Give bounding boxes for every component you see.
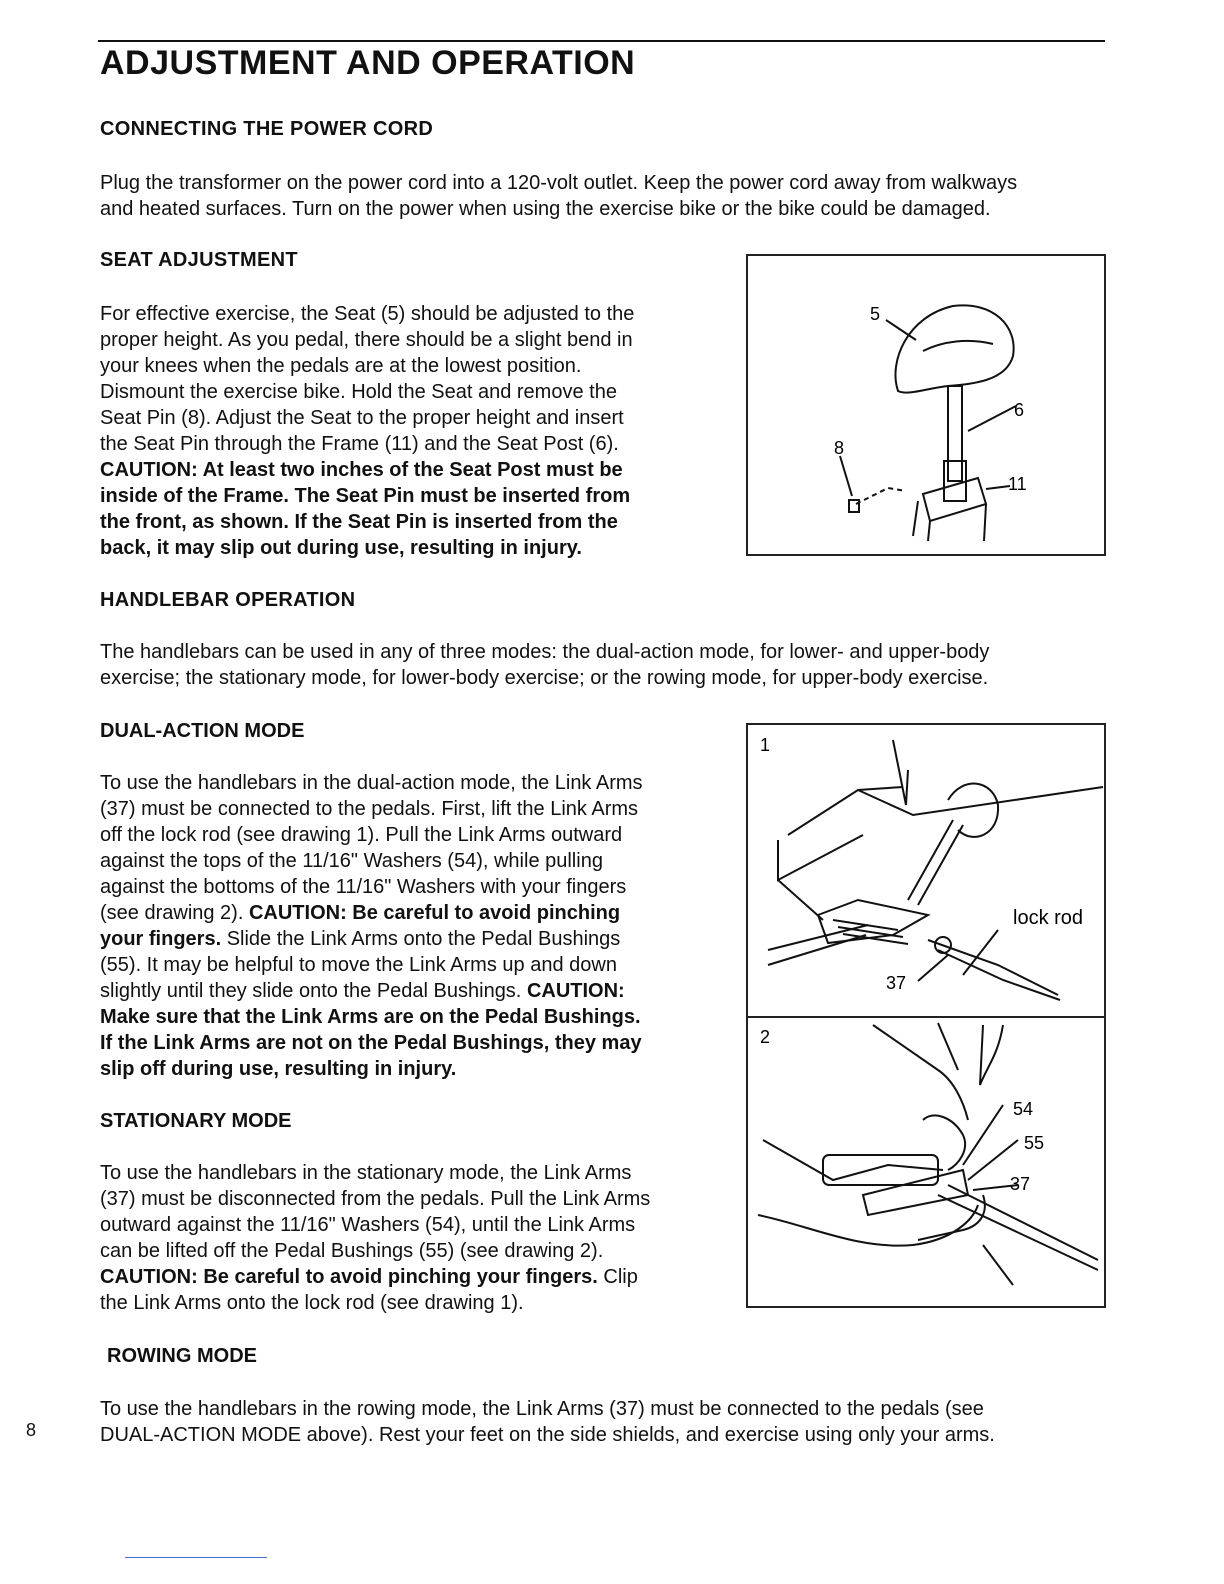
seat-illustration — [748, 256, 1104, 554]
seat-caution-line: the front, as shown. If the Seat Pin is inserted from the — [100, 511, 618, 533]
dual-action-caution-line: If the Link Arms are not on the Pedal Bushings, they may — [100, 1032, 642, 1054]
stationary-heading: STATIONARY MODE — [100, 1110, 292, 1132]
page-number: 8 — [26, 1420, 37, 1440]
dual-action-line: slightly until they slide onto the Pedal Bushings. CAUTION: — [100, 980, 625, 1002]
dual-action-line: (see drawing 2). CAUTION: Be careful to avoid pinching — [100, 902, 621, 924]
washer-callout: 54 — [1013, 1099, 1034, 1119]
dual-action-caution-line: slip off during use, resulting in injury. — [100, 1058, 457, 1080]
stationary-line: the Link Arms onto the lock rod (see drawing 1). — [100, 1292, 524, 1314]
lock-rod-callout: lock rod — [1013, 907, 1084, 929]
seat-line: Seat Pin (8). Adjust the Seat to the proper height and insert — [100, 407, 624, 429]
footer-rule — [125, 1557, 267, 1558]
handlebar-heading: HANDLEBAR OPERATION — [100, 589, 356, 611]
rowing-line: DUAL-ACTION MODE above). Rest your feet on the side shields, and exercise using only your arms. — [100, 1424, 995, 1446]
handlebar-line: exercise; the stationary mode, for lower-body exercise; or the rowing mode, for upper-body exercise. — [100, 667, 989, 689]
seat-line: For effective exercise, the Seat (5) should be adjusted to the — [100, 303, 635, 325]
dual-action-line: against the tops of the 11/16" Washers (54), while pulling — [100, 850, 603, 872]
seat-caution-line: back, it may slip out during use, resulting in injury. — [100, 537, 582, 559]
drawing-1-art — [768, 740, 1103, 1000]
dual-action-line: against the bottoms of the 11/16" Washers with your fingers — [100, 876, 627, 898]
page-title: ADJUSTMENT AND OPERATION — [100, 44, 636, 82]
dual-action-heading: DUAL-ACTION MODE — [100, 720, 305, 742]
seat-callout: 5 — [870, 304, 881, 324]
dual-action-line: your fingers. Slide the Link Arms onto the Pedal Bushings — [100, 928, 621, 950]
drawing-2-number: 2 — [760, 1027, 771, 1047]
seat-line: proper height. As you pedal, there should be a slight bend in — [100, 329, 633, 351]
seat-heading: SEAT ADJUSTMENT — [100, 249, 298, 271]
rowing-line: To use the handlebars in the rowing mode, the Link Arms (37) must be connected to the pedals (see — [100, 1398, 984, 1420]
stationary-line: (37) must be disconnected from the pedals. Pull the Link Arms — [100, 1188, 651, 1210]
drawing-2-art — [758, 1023, 1098, 1285]
dual-action-line: off the lock rod (see drawing 1). Pull the Link Arms outward — [100, 824, 623, 846]
dual-action-line: (55). It may be helpful to move the Link Arms up and down — [100, 954, 617, 976]
drawing-1-number: 1 — [760, 735, 771, 755]
frame-callout: 11 — [1008, 474, 1027, 494]
power-cord-line: Plug the transformer on the power cord into a 120-volt outlet. Keep the power cord away from walkways — [100, 172, 1018, 194]
handlebar-line: The handlebars can be used in any of three modes: the dual-action mode, for lower- and upper-body — [100, 641, 990, 663]
rowing-heading: ROWING MODE — [107, 1345, 257, 1367]
power-cord-line: and heated surfaces. Turn on the power when using the exercise bike or the bike could be damaged. — [100, 198, 991, 220]
bushing-callout: 55 — [1024, 1133, 1045, 1153]
handlebar-illustration — [748, 725, 1104, 1306]
seat-line: your knees when the pedals are at the lowest position. — [100, 355, 582, 377]
dual-action-line: To use the handlebars in the dual-action mode, the Link Arms — [100, 772, 643, 794]
power-cord-heading: CONNECTING THE POWER CORD — [100, 118, 434, 140]
link-arm-callout: 37 — [1010, 1174, 1031, 1194]
stationary-line: outward against the 11/16" Washers (54), until the Link Arms — [100, 1214, 636, 1236]
stationary-line: To use the handlebars in the stationary mode, the Link Arms — [100, 1162, 632, 1184]
seat-caution-line: inside of the Frame. The Seat Pin must be inserted from — [100, 485, 631, 507]
seat-pin-callout: 8 — [834, 438, 845, 458]
top-rule — [98, 40, 1105, 42]
stationary-line: can be lifted off the Pedal Bushings (55) (see drawing 2). — [100, 1240, 604, 1262]
handlebar-figure — [746, 723, 1106, 1308]
seat-line: Dismount the exercise bike. Hold the Seat and remove the — [100, 381, 617, 403]
dual-action-caution-line: Make sure that the Link Arms are on the Pedal Bushings. — [100, 1006, 641, 1028]
seat-line: the Seat Pin through the Frame (11) and the Seat Post (6). — [100, 433, 619, 455]
seat-post-callout: 6 — [1014, 400, 1025, 420]
link-arm-callout: 37 — [886, 973, 907, 993]
dual-action-line: (37) must be connected to the pedals. First, lift the Link Arms — [100, 798, 639, 820]
seat-figure — [746, 254, 1106, 556]
seat-caution-line: CAUTION: At least two inches of the Seat Post must be — [100, 459, 623, 481]
stationary-line: CAUTION: Be careful to avoid pinching your fingers. Clip — [100, 1266, 638, 1288]
